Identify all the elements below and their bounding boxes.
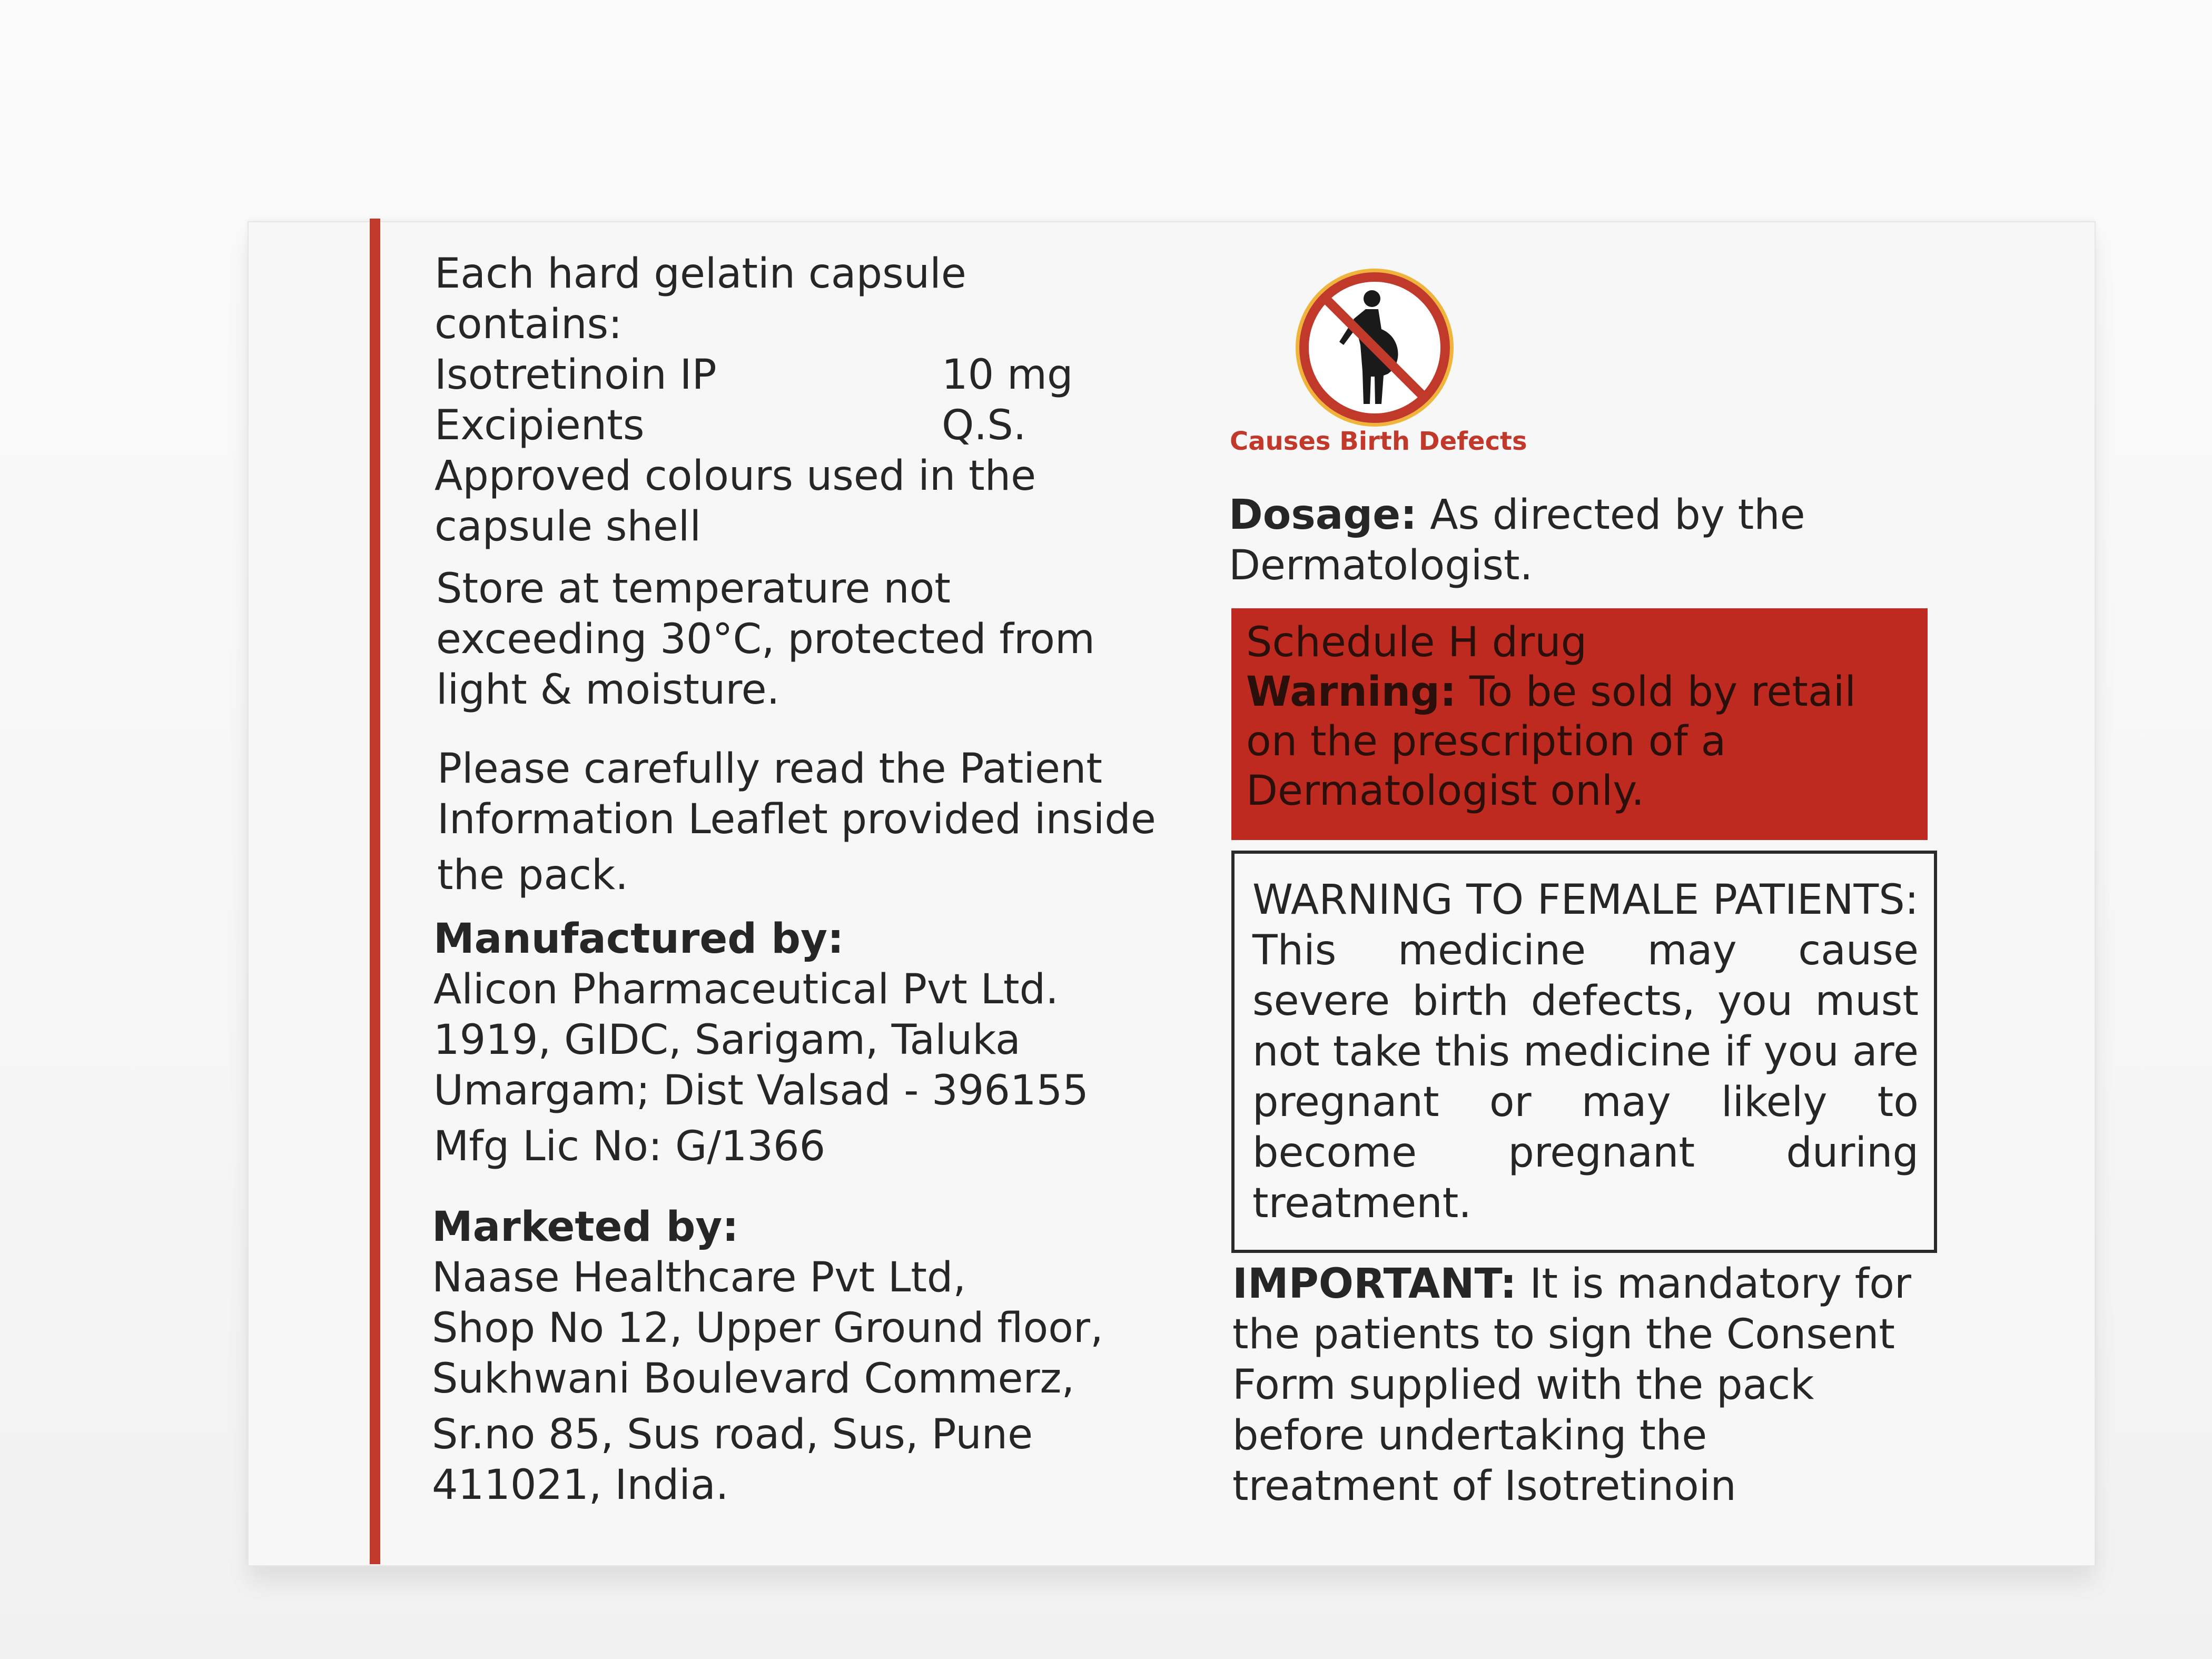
warning-line: pregnant or may likely to (1252, 1079, 1919, 1126)
important-line (1232, 1259, 1911, 1309)
ingredient-amount: Q.S. (942, 402, 1026, 449)
important-text: It is mandatory for (1516, 1260, 1911, 1308)
dosage-line (1229, 490, 1805, 540)
warning-line: treatment. (1252, 1180, 1472, 1227)
no-pregnancy-icon (1293, 266, 1456, 429)
schedule-line (1246, 667, 1856, 717)
marketer-line: Sukhwani Boulevard Commerz, (432, 1355, 1075, 1403)
important-line: treatment of Isotretinoin (1232, 1463, 1736, 1510)
dosage-text: As directed by the (1417, 491, 1805, 539)
storage-line: exceeding 30°C, protected from (436, 616, 1095, 663)
schedule-line: Schedule H drug (1246, 619, 1587, 666)
manufacturer-heading: Manufactured by: (433, 915, 844, 963)
birth-defects-caption: Causes Birth Defects (1230, 427, 1527, 456)
composition-line: contains: (434, 301, 623, 348)
manufacturer-line: 1919, GIDC, Sarigam, Taluka (433, 1016, 1021, 1064)
ingredient-name: Excipients (434, 402, 645, 449)
warning-text: To be sold by retail (1456, 668, 1856, 716)
marketer-heading: Marketed by: (432, 1203, 739, 1251)
schedule-line: Dermatologist only. (1246, 767, 1645, 815)
marketer-line: Shop No 12, Upper Ground floor, (432, 1305, 1103, 1352)
manufacturer-line: Mfg Lic No: G/1366 (433, 1123, 826, 1170)
schedule-h-warning-box (1231, 608, 1928, 840)
storage-line: Store at temperature not (436, 565, 951, 613)
important-line: the patients to sign the Consent (1232, 1311, 1895, 1358)
important-label: IMPORTANT: (1232, 1260, 1517, 1308)
composition-line: capsule shell (434, 503, 702, 550)
ingredient-amount: 10 mg (942, 351, 1073, 399)
leaflet-line: Please carefully read the Patient (437, 745, 1102, 793)
warning-label: Warning: (1246, 668, 1457, 716)
dosage-line: Dermatologist. (1229, 542, 1533, 589)
marketer-line: Naase Healthcare Pvt Ltd, (432, 1254, 966, 1301)
important-line: Form supplied with the pack (1232, 1361, 1814, 1409)
leaflet-line: Information Leaflet provided inside (437, 796, 1156, 843)
leaflet-line: the pack. (437, 852, 628, 899)
manufacturer-line: Umargam; Dist Valsad - 396155 (433, 1067, 1089, 1114)
important-line: before undertaking the (1232, 1412, 1707, 1459)
composition-line: Approved colours used in the (434, 452, 1036, 500)
ingredient-name: Isotretinoin IP (434, 351, 717, 399)
marketer-line: 411021, India. (432, 1461, 729, 1509)
manufacturer-line: Alicon Pharmaceutical Pvt Ltd. (433, 966, 1059, 1013)
warning-line: WARNING TO FEMALE PATIENTS: (1252, 876, 1919, 924)
marketer-line: Sr.no 85, Sus road, Sus, Pune (432, 1411, 1033, 1458)
warning-line: not take this medicine if you are (1252, 1028, 1919, 1075)
composition-line: Each hard gelatin capsule (434, 250, 966, 298)
storage-line: light & moisture. (436, 666, 780, 714)
warning-line: become pregnant during (1252, 1129, 1919, 1177)
dosage-label: Dosage: (1229, 491, 1417, 539)
warning-line: This medicine may cause (1252, 927, 1919, 974)
red-edge-stripe (370, 219, 380, 1564)
schedule-line: on the prescription of a (1246, 718, 1726, 765)
female-patients-warning-box (1231, 851, 1937, 1253)
warning-line: severe birth defects, you must (1252, 977, 1919, 1025)
